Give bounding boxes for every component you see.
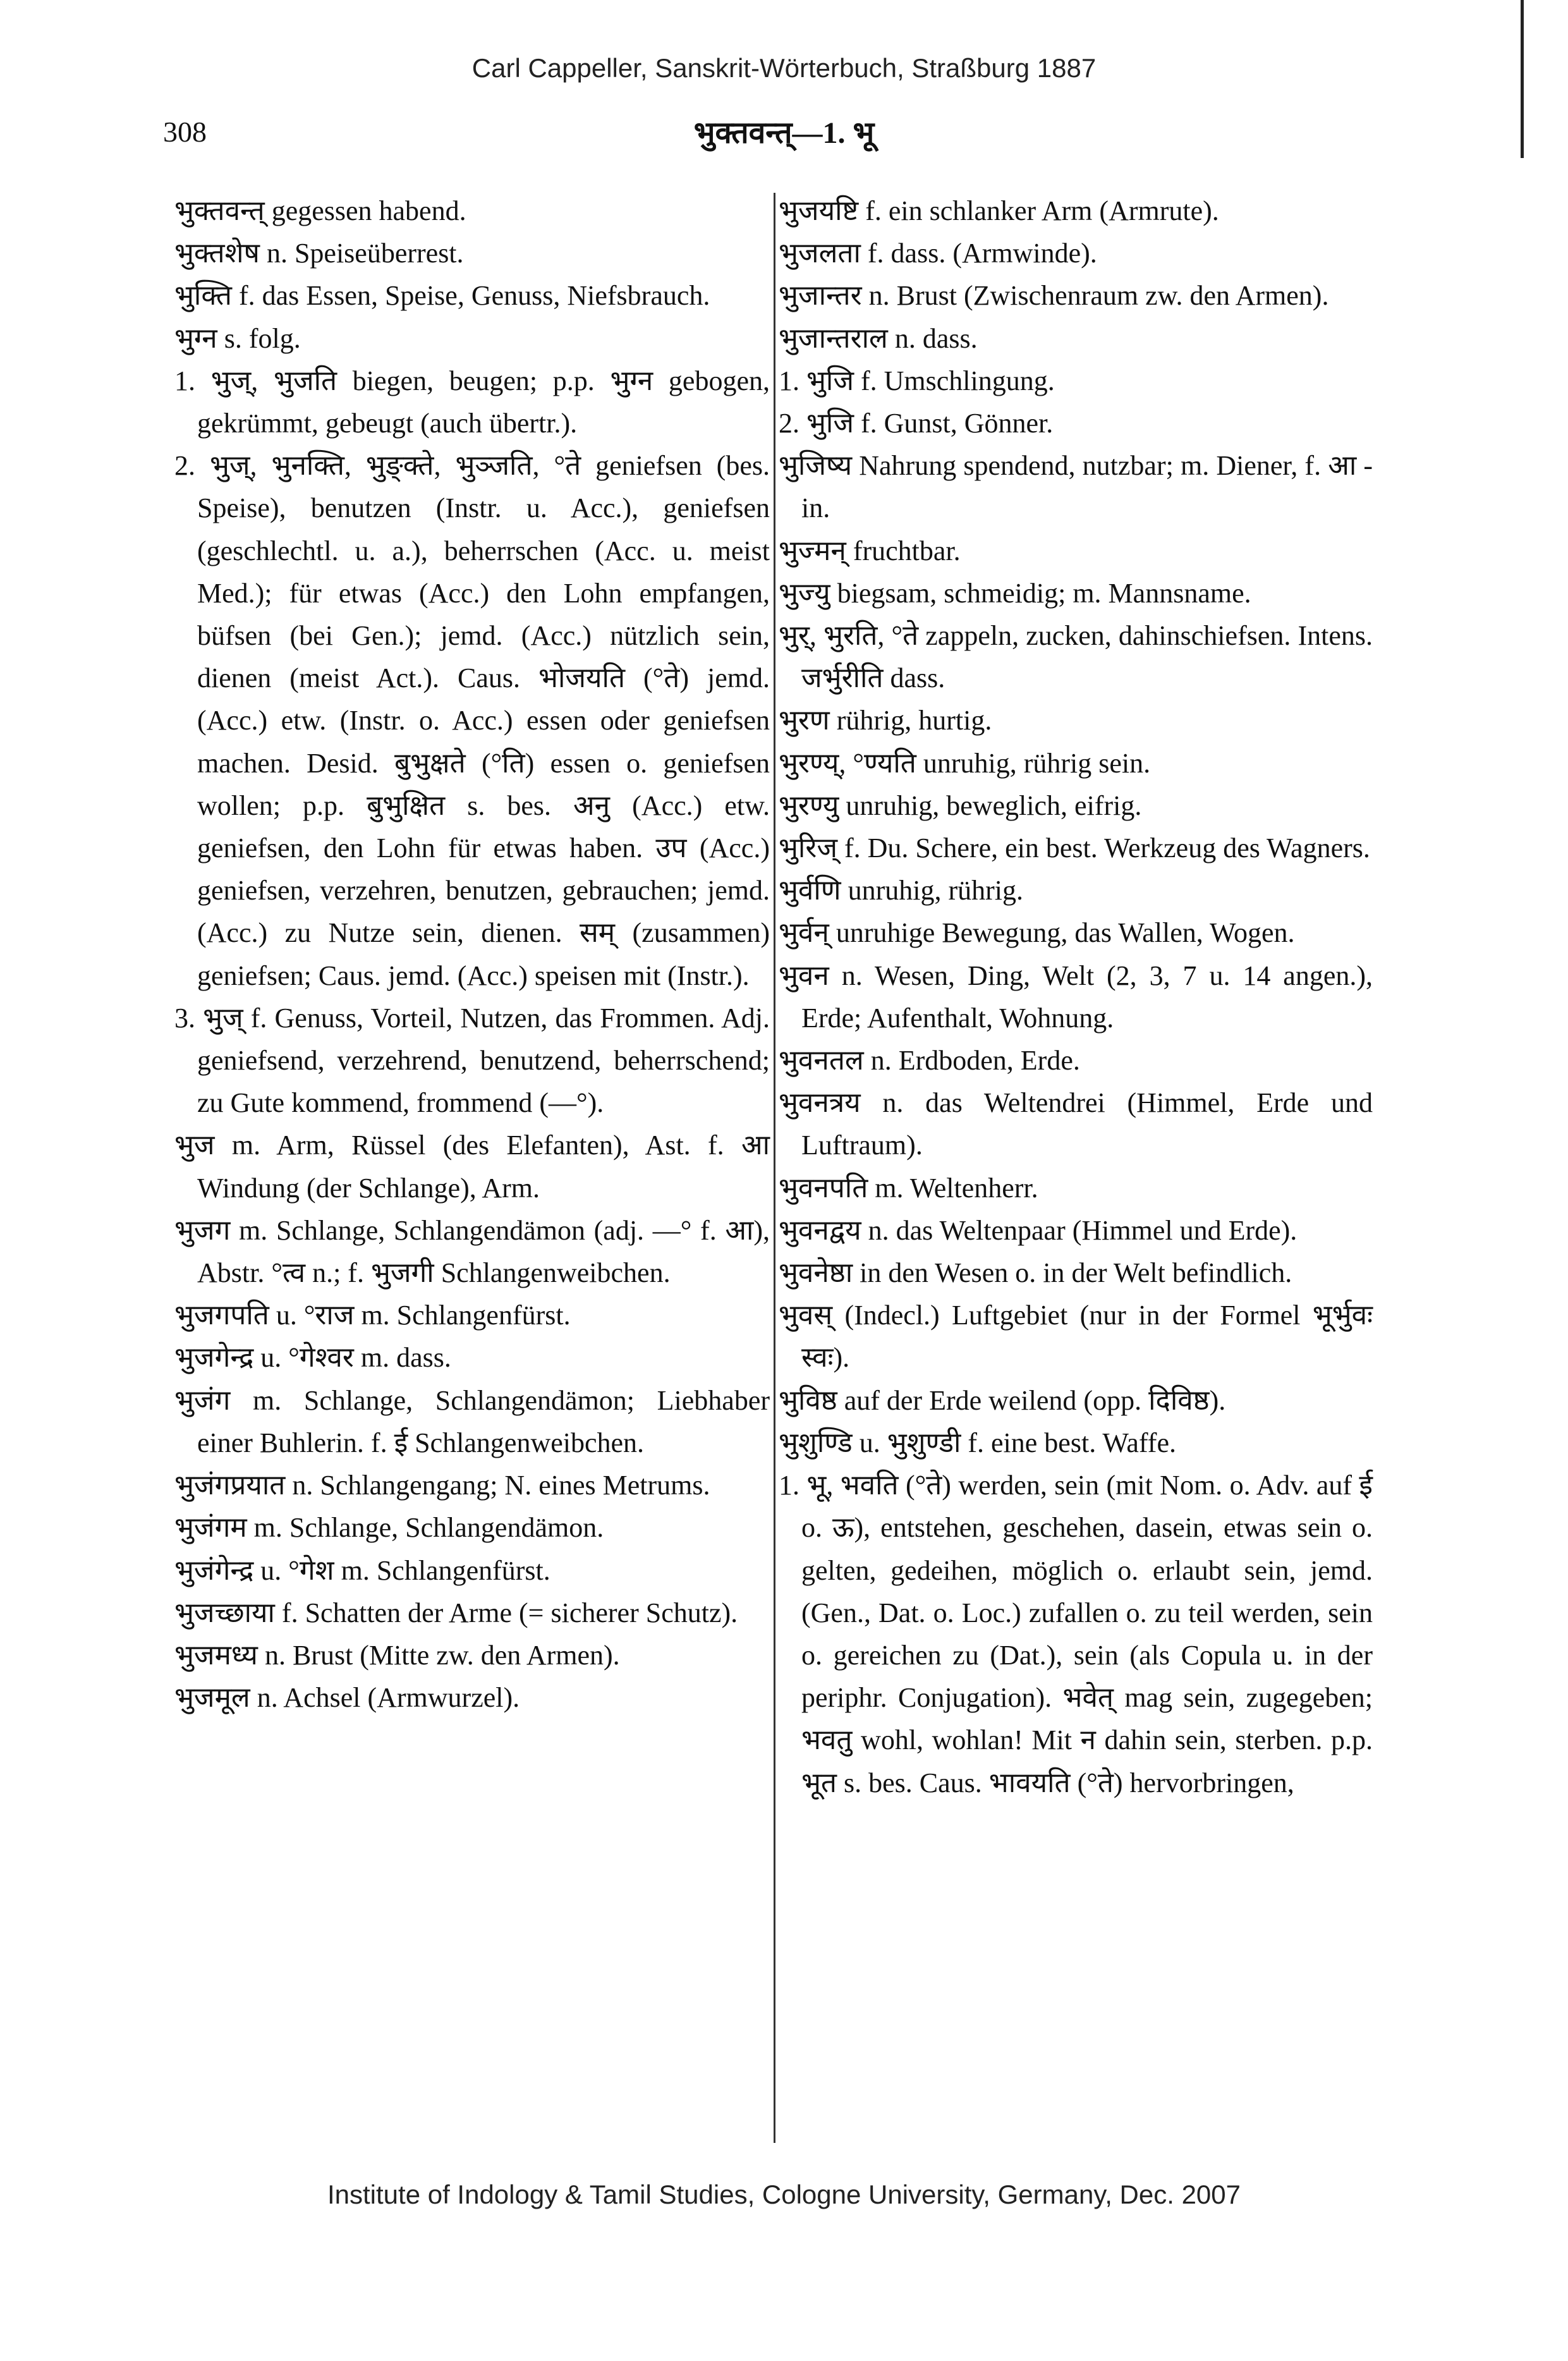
dictionary-entry: भुवनत्रय n. das Weltendrei (Himmel, Erde und Luftraum). <box>779 1087 1373 1161</box>
dictionary-entry: भुज m. Arm, Rüssel (des Elefanten), Ast. f. आ Windung (der Schlange), Arm. <box>174 1130 770 1204</box>
dictionary-entry: भुजच्छाया f. Schatten der Arme (= sicherer Schutz). <box>174 1597 738 1628</box>
dictionary-entry: भुजमूल n. Achsel (Armwurzel). <box>174 1682 520 1714</box>
column-divider <box>774 193 775 2143</box>
dictionary-entry: भुवनेष्ठा in den Wesen o. in der Welt befindlich. <box>779 1257 1292 1289</box>
dictionary-entry: भुक्तशेष n. Speiseüberrest. <box>174 238 464 269</box>
dictionary-entry: भुरण्य्, °ण्यति unruhig, rührig sein. <box>779 747 1151 779</box>
right-column <box>779 190 1373 1804</box>
dictionary-entry: भुवस् (Indecl.) Luftgebiet (nur in der Formel भूर्भुवः स्वः). <box>779 1300 1373 1374</box>
source-header: Carl Cappeller, Sanskrit-Wörterbuch, Straßburg 1887 <box>471 53 1097 83</box>
dictionary-entry: 2. भुज्, भुनक्ति, भुङ्क्ते, भुञ्जति, °ते geniefsen (bes. Speise), benutzen (Instr. u. Acc.), geniefsen (geschlechtl. u. a.), beherrschen (Acc. u. meist Med.); für etwas (Acc.) den Lohn empfangen, büfsen (bei Gen.); jemd. (Acc.) nützlich sein, dienen (meist Act.). Caus. भोजयति (°ते) jemd. (Acc.) etw. (Instr. o. Acc.) essen oder geniefsen machen. Desid. बुभुक्षते (°ति) essen o. geniefsen wollen; p.p. बुभुक्षित s. bes. अनु (Acc.) etw. geniefsen, den Lohn für etwas haben. उप (Acc.) geniefsen, verzehren, benutzen, gebrauchen; jemd. (Acc.) zu Nutze sein, dienen. सम् (zusammen) geniefsen; Caus. jemd. (Acc.) speisen mit (Instr.). <box>174 450 770 991</box>
dictionary-entry: भुजंगम m. Schlange, Schlangendämon. <box>174 1512 604 1544</box>
dictionary-entry: भुर्, भुरति, °ते zappeln, zucken, dahinschiefsen. Intens. जर्भुरीति dass. <box>779 620 1373 694</box>
dictionary-entry: भुशुण्डि u. भुशुण्डी f. eine best. Waffe. <box>779 1427 1176 1458</box>
dictionary-entry: भुक्ति f. das Essen, Speise, Genuss, Niefsbrauch. <box>174 280 710 312</box>
dictionary-entry: भुजंगेन्द्र u. °गेश m. Schlangenfürst. <box>174 1554 550 1586</box>
dictionary-entry: भुक्तवन्त् gegessen habend. <box>174 195 466 226</box>
dictionary-entry: भुजिष्य Nahrung spendend, nutzbar; m. Diener, f. आ -in. <box>779 450 1373 524</box>
dictionary-entry: भुर्वन् unruhige Bewegung, das Wallen, Wogen. <box>779 917 1295 949</box>
source-footer: Institute of Indology & Tamil Studies, Cologne University, Germany, Dec. 2007 <box>327 2180 1241 2209</box>
dictionary-entry: भुवनतल n. Erdboden, Erde. <box>779 1045 1080 1077</box>
dictionary-entry: भुविष्ठ auf der Erde weilend (opp. दिविष्ठ). <box>779 1384 1226 1416</box>
dictionary-entry: भुज्यु biegsam, schmeidig; m. Mannsname. <box>779 577 1251 609</box>
dictionary-entry: भुजमध्य n. Brust (Mitte zw. den Armen). <box>174 1639 620 1671</box>
dictionary-entry: भुरिज् f. Du. Schere, ein best. Werkzeug des Wagners. <box>779 833 1370 864</box>
dictionary-entry: भुवन n. Wesen, Ding, Welt (2, 3, 7 u. 14 angen.), Erde; Aufenthalt, Wohnung. <box>779 960 1373 1034</box>
dictionary-entry: भुग्न s. folg. <box>174 322 301 354</box>
dictionary-entry: भुजान्तराल n. dass. <box>779 322 978 354</box>
dictionary-entry: भुज्मन् fruchtbar. <box>779 535 961 566</box>
dictionary-entry: 1. भुजि f. Umschlingung. <box>779 365 1055 396</box>
dictionary-entry: भुजग m. Schlange, Schlangendämon (adj. —° f. आ), Abstr. °त्व n.; f. भुजगी Schlangenweibchen. <box>174 1214 770 1289</box>
dictionary-entry: भुजयष्टि f. ein schlanker Arm (Armrute). <box>779 195 1219 226</box>
dictionary-entry: भुरण rührig, hurtig. <box>779 705 992 736</box>
dictionary-entry: 1. भू, भवति (°ते) werden, sein (mit Nom. o. Adv. auf ई o. ऊ), entstehen, geschehen, dasein, etwas sein o. gelten, gedeihen, möglich o. erlaubt sein, jemd. (Gen., Dat. o. Loc.) zufallen o. zu teil werden, sein o. gereichen zu (Dat.), sein (als Copula u. in der periphr. Conjugation). भवेत् mag sein, zugegeben; भवतु wohl, wohlan! Mit न dahin sein, sterben. p.p. भूत s. bes. Caus. भावयति (°ते) hervorbringen, <box>779 1470 1373 1798</box>
dictionary-entry: 1. भुज्, भुजति biegen, beugen; p.p. भुग्न gebogen, gekrümmt, gebeugt (auch übertr.). <box>174 365 770 439</box>
running-head: भुक्तवन्त्—1. भू <box>693 116 875 150</box>
left-column <box>174 190 770 1719</box>
dictionary-entry: भुजगेन्द्र u. °गेश्वर m. dass. <box>174 1342 451 1374</box>
dictionary-entry: भुजगपति u. °राज m. Schlangenfürst. <box>174 1300 571 1331</box>
dictionary-entry: भुजंगप्रयात n. Schlangengang; N. eines Metrums. <box>174 1470 710 1501</box>
dictionary-entry: 2. भुजि f. Gunst, Gönner. <box>779 408 1054 439</box>
page-number: 308 <box>163 116 207 148</box>
dictionary-entry: भुजलता f. dass. (Armwinde). <box>779 238 1097 269</box>
dictionary-entry: 3. भुज् f. Genuss, Vorteil, Nutzen, das Frommen. Adj. geniefsend, verzehrend, benutzend, beherrschend; zu Gute kommend, frommend (—°). <box>174 1002 770 1119</box>
dictionary-entry: भुजान्तर n. Brust (Zwischenraum zw. den Armen). <box>779 280 1329 312</box>
dictionary-entry: भुर्वणि unruhig, rührig. <box>779 875 1024 906</box>
dictionary-entry: भुवनद्वय n. das Weltenpaar (Himmel und Erde). <box>779 1214 1298 1246</box>
dictionary-entry: भुवनपति m. Weltenherr. <box>779 1172 1038 1204</box>
dictionary-entry: भुरण्यु unruhig, beweglich, eifrig. <box>779 790 1142 821</box>
dictionary-entry: भुजंग m. Schlange, Schlangendämon; Liebhaber einer Buhlerin. f. ई Schlangenweibchen. <box>174 1384 770 1458</box>
